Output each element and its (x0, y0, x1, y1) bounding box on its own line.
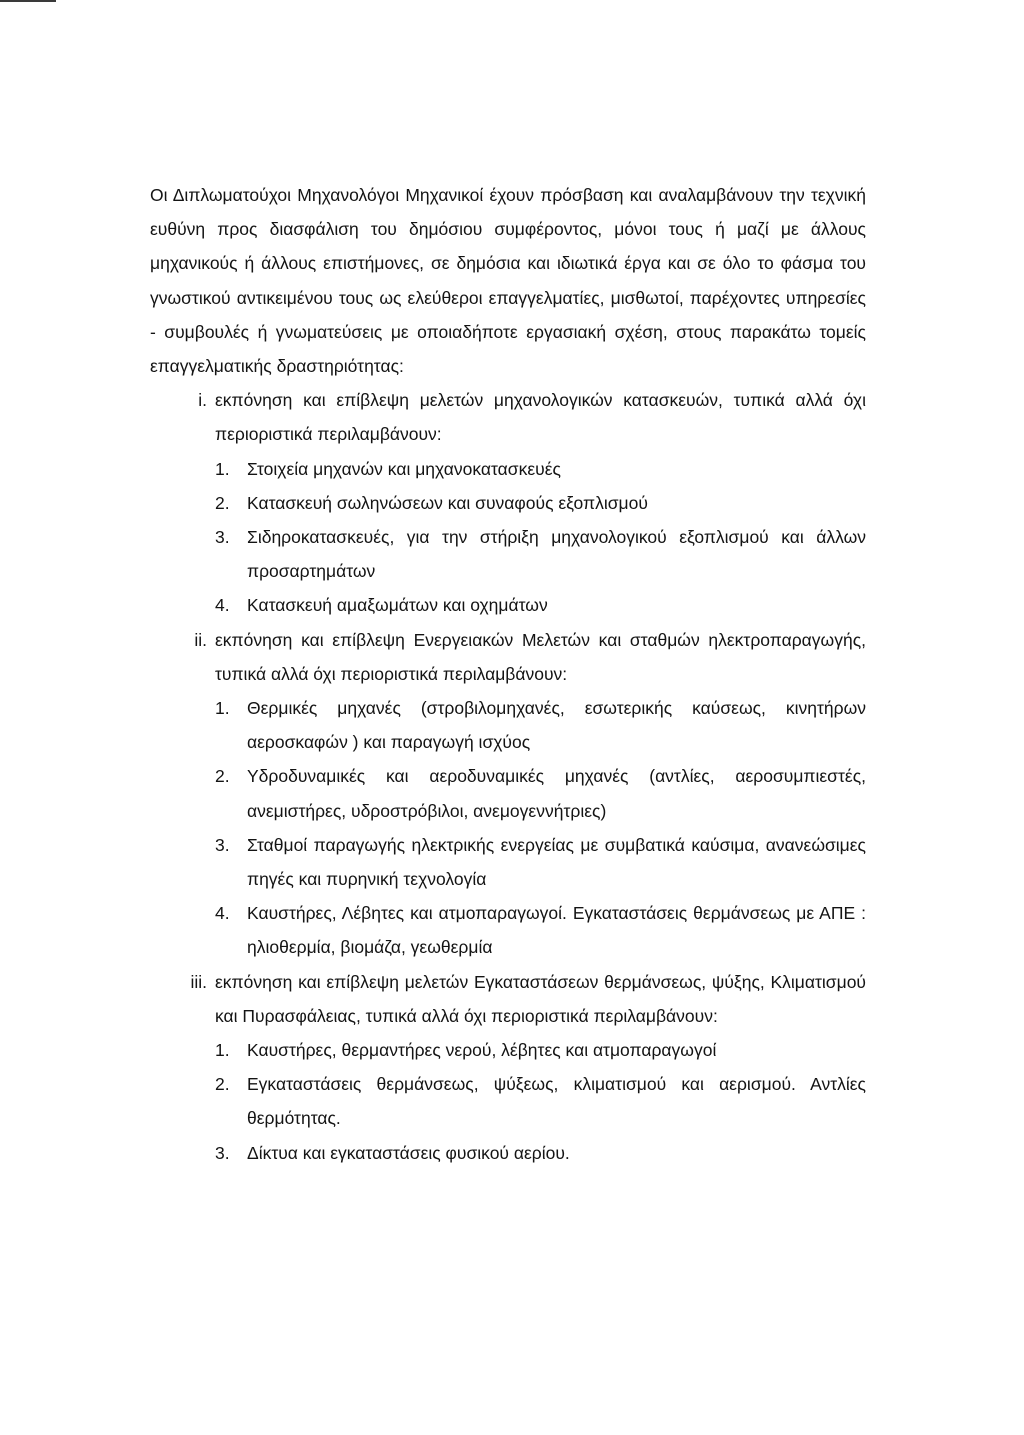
item-text: Δίκτυα και εγκαταστάσεις φυσικού αερίου. (247, 1142, 570, 1163)
section-marker: iii. (190, 971, 207, 992)
section-text: εκπόνηση και επίβλεψη μελετών μηχανολογικών κατασκευών, τυπικά αλλά όχι περιοριστικά περιλαμβάνουν: (215, 390, 866, 445)
item-marker: 2. (215, 1074, 230, 1095)
list-item (215, 759, 866, 827)
item-marker: 3. (215, 834, 230, 855)
item-marker: 4. (215, 903, 230, 924)
item-marker: 3. (215, 1142, 230, 1163)
list-item (215, 1033, 866, 1067)
item-text: Εγκαταστάσεις θερμάνσεως, ψύξεως, κλιματισμού και αερισμού. Αντλίες θερμότητας. (247, 1074, 866, 1129)
section-marker: ii. (194, 629, 207, 650)
list-item (215, 828, 866, 896)
list-item (215, 520, 866, 588)
section-body (215, 383, 866, 622)
list-item (215, 691, 866, 759)
section-text: εκπόνηση και επίβλεψη Ενεργειακών Μελετών και σταθμών ηλεκτροπαραγωγής, τυπικά αλλά όχι περιοριστικά περιλαμβάνουν: (215, 629, 866, 684)
section-ii (150, 623, 866, 965)
section-body (215, 623, 866, 965)
list-item (215, 1067, 866, 1135)
section-i (150, 383, 866, 622)
item-text: Καυστήρες, Λέβητες και ατμοπαραγωγοί. Εγκαταστάσεις θερμάνσεως με ΑΠΕ : ηλιοθερμία, βιομάζα, γεωθερμία (247, 903, 866, 958)
list-item (215, 452, 866, 486)
item-marker: 2. (215, 766, 230, 787)
item-marker: 1. (215, 698, 230, 719)
section-body (215, 965, 866, 1170)
list-item (215, 896, 866, 964)
section-marker: i. (198, 390, 207, 411)
document-page (150, 178, 866, 1170)
top-rule (0, 0, 56, 2)
item-text: Κατασκευή αμαξωμάτων και οχημάτων (247, 595, 548, 616)
item-text: Στοιχεία μηχανών και μηχανοκατασκευές (247, 458, 561, 479)
item-text: Καυστήρες, θερμαντήρες νερού, λέβητες και ατμοπαραγωγοί (247, 1040, 717, 1061)
item-marker: 4. (215, 595, 230, 616)
item-text: Υδροδυναμικές και αεροδυναμικές μηχανές (αντλίες, αεροσυμπιεστές, ανεμιστήρες, υδροστρόβιλοι, ανεμογεννήτριες) (247, 766, 866, 821)
item-text: Σιδηροκατασκευές, για την στήριξη μηχανολογικού εξοπλισμού και άλλων προσαρτημάτων (247, 527, 866, 582)
item-marker: 1. (215, 1040, 230, 1061)
item-marker: 1. (215, 458, 230, 479)
list-item (215, 1136, 866, 1170)
item-marker: 3. (215, 527, 230, 548)
list-item (215, 588, 866, 622)
intro-paragraph: Οι Διπλωματούχοι Μηχανολόγοι Μηχανικοί έχουν πρόσβαση και αναλαμβάνουν την τεχνική ευθύνη προς διασφάλιση του δημόσιου συμφέροντος, μόνοι τους ή μαζί με άλλους μηχανικούς ή άλλους επιστήμονες, σε δημόσια και ιδιωτικά έργα και σε όλο το φάσμα του γνωστικού αντικειμένου τους ως ελεύθεροι επαγγελματίες, μισθωτοί, παρέχοντες υπηρεσίες - συμβουλές ή γνωματεύσεις με οποιαδήποτε εργασιακή σχέση, στους παρακάτω τομείς επαγγελματικής δραστηριότητας: (150, 185, 866, 377)
item-text: Σταθμοί παραγωγής ηλεκτρικής ενεργείας με συμβατικά καύσιμα, ανανεώσιμες πηγές και πυρηνική τεχνολογία (247, 834, 866, 890)
item-marker: 2. (215, 492, 230, 513)
section-text: εκπόνηση και επίβλεψη μελετών Εγκαταστάσεων θερμάνσεως, ψύξης, Κλιματισμού και Πυρασφάλειας, τυπικά αλλά όχι περιοριστικά περιλαμβάνουν: (215, 971, 866, 1026)
item-text: Θερμικές μηχανές (στροβιλομηχανές, εσωτερικής καύσεως, κινητήρων αεροσκαφών ) και παραγωγή ισχύος (247, 698, 866, 753)
section-iii (150, 965, 866, 1170)
item-text: Κατασκευή σωληνώσεων και συναφούς εξοπλισμού (247, 492, 648, 513)
list-item (215, 486, 866, 520)
